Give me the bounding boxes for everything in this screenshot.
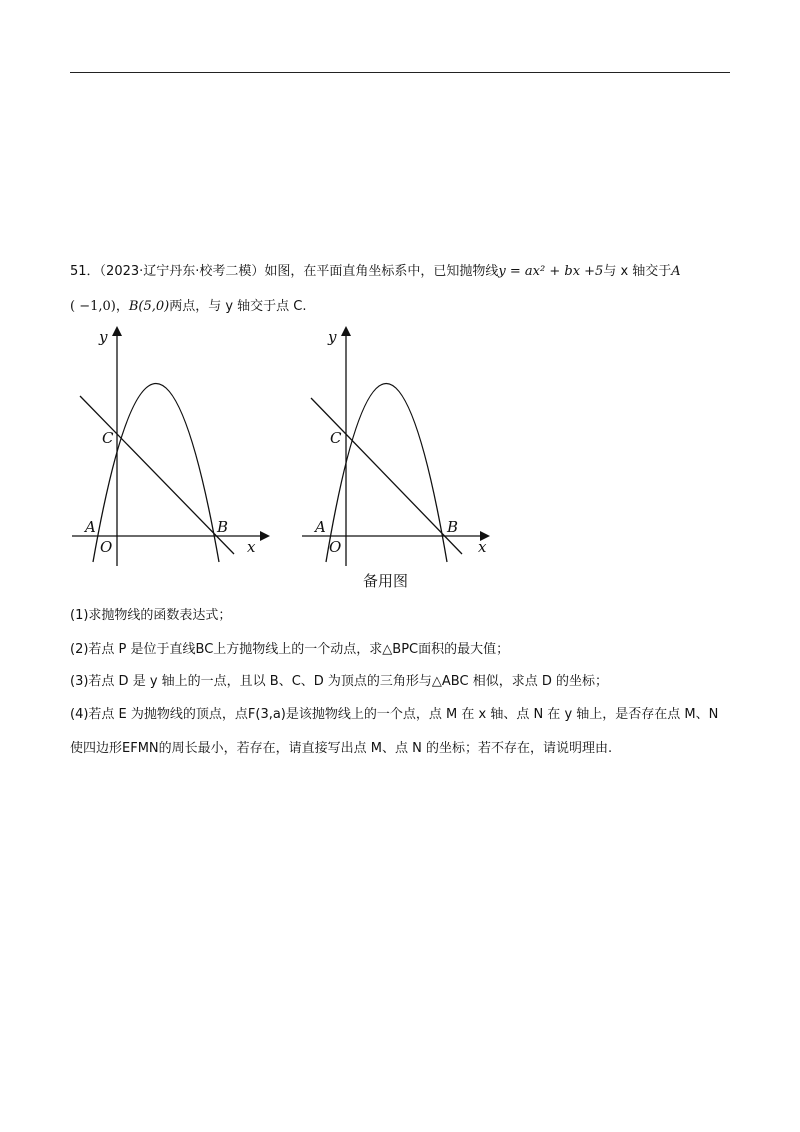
point-a-label-fig: A [85,518,96,536]
point-c-label: C [102,429,114,447]
point-b-coords: B(5,0) [128,299,170,314]
parabola-equation: y = ax² + bx +5 [498,264,604,279]
point-a-label-spare: A [315,518,326,536]
point-b-label-spare: B [447,518,459,536]
question-1: (1)求抛物线的函数表达式； [70,608,232,623]
point-a-coords: ( −1,0)， [70,299,129,314]
x-axis-label: x [247,538,256,556]
problem-number: 51． [70,264,100,279]
question-4-line-1: (4)若点 E 为抛物线的顶点，点F(3,a)是该抛物线上的一个点，点 M 在 x 轴、点 N 在 y 轴上，是否存在点 M、N [70,707,719,722]
header-rule [70,72,730,73]
problem-source: （2023·辽宁丹东·校考二模） [99,264,265,279]
graph-figure-spare [292,320,502,574]
point-a-label: A [671,264,681,279]
problem-intro-b: 与 x 轴交于 [603,264,672,279]
point-b-label-fig: B [217,518,229,536]
y-axis-label: y [99,328,108,346]
problem-intro: 如图，在平面直角坐标系中，已知抛物线 [264,264,499,279]
x-axis-label-spare: x [478,538,487,556]
spare-figure-caption: 备用图 [363,572,409,590]
problem-line-1 [70,262,681,282]
question-3: (3)若点 D 是 y 轴上的一点，且以 B、C、D 为顶点的三角形与△ABC 相似，求点 D 的坐标； [70,674,608,689]
graph-figure-main [62,320,272,574]
point-c-label-spare: C [330,429,342,447]
origin-label: O [100,538,113,556]
y-axis-label-spare: y [328,328,337,346]
problem-line-2 [70,297,307,317]
question-2: (2)若点 P 是位于直线BC上方抛物线上的一个动点，求△BPC面积的最大值； [70,642,510,657]
origin-label-spare: O [329,538,342,556]
question-4-line-2: 使四边形EFMN的周长最小，若存在，请直接写出点 M、点 N 的坐标；若不存在，请说明理由. [70,741,613,756]
problem-line-2-text: 两点，与 y 轴交于点 C. [169,299,307,314]
